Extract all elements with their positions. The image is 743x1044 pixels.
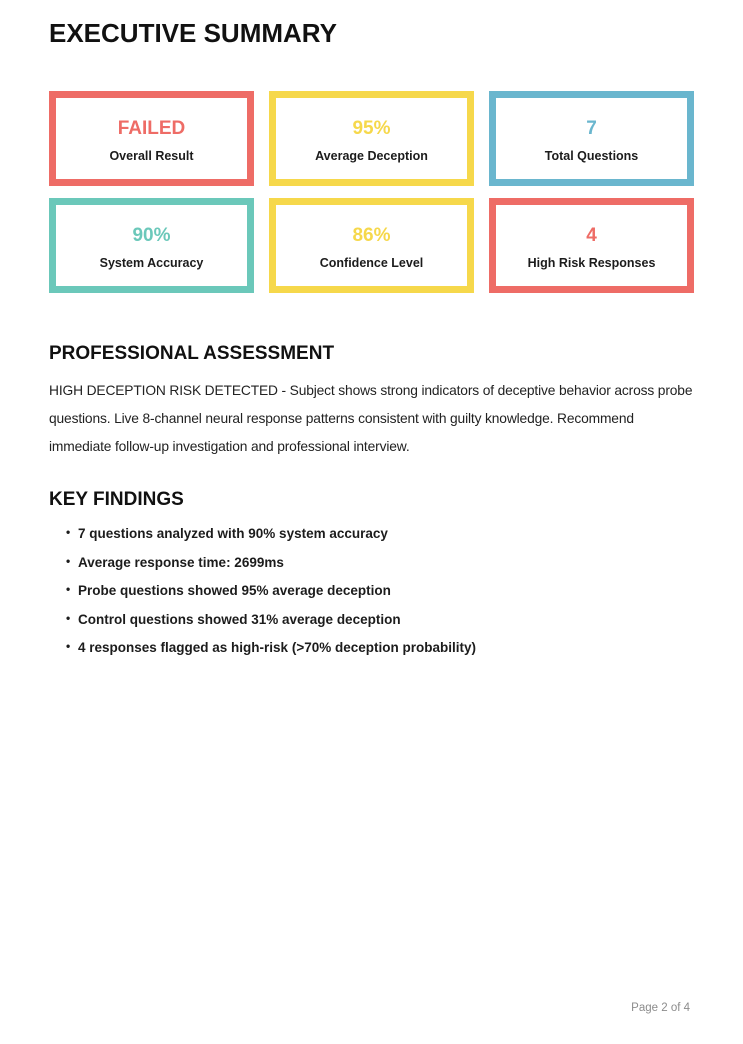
assessment-body: HIGH DECEPTION RISK DETECTED - Subject shows strong indicators of deceptive behavior across probe questions. Live 8-channel neural response patterns consistent with guilty knowledge. Recommend immediate follow-up investigation and professional interview. xyxy=(49,383,693,454)
stat-card-average-deception xyxy=(269,91,474,186)
stat-card-overall-result xyxy=(49,91,254,186)
stat-value: 90% xyxy=(132,224,171,246)
stat-label: Average Deception xyxy=(315,148,428,163)
stat-card-total-questions xyxy=(489,91,694,186)
stat-value: 4 xyxy=(586,224,597,246)
finding-item: • Average response time: 2699ms xyxy=(68,556,694,570)
stat-value: 95% xyxy=(352,117,391,139)
stat-label: Total Questions xyxy=(544,148,639,163)
stat-label: Overall Result xyxy=(109,148,194,163)
page-number: Page 2 of 4 xyxy=(631,1002,690,1014)
stat-value: 7 xyxy=(586,117,597,139)
stat-value: FAILED xyxy=(117,117,186,139)
stat-label: High Risk Responses xyxy=(527,255,656,270)
stat-card-system-accuracy xyxy=(49,198,254,293)
stat-value: 86% xyxy=(352,224,391,246)
key-findings-list xyxy=(49,527,694,655)
assessment-heading: PROFESSIONAL ASSESSMENT xyxy=(49,343,335,364)
page-title: EXECUTIVE SUMMARY xyxy=(49,18,337,48)
assessment-section xyxy=(49,342,694,461)
stat-card-grid xyxy=(49,91,694,293)
stat-card-high-risk-responses xyxy=(489,198,694,293)
finding-item: • 7 questions analyzed with 90% system accuracy xyxy=(68,527,694,541)
stat-label: System Accuracy xyxy=(99,255,204,270)
finding-item: • Probe questions showed 95% average deception xyxy=(68,584,694,598)
finding-item: • Control questions showed 31% average deception xyxy=(68,613,694,627)
stat-label: Confidence Level xyxy=(319,255,424,270)
stat-card-confidence-level xyxy=(269,198,474,293)
key-findings-section xyxy=(49,488,694,655)
finding-item: • 4 responses flagged as high-risk (>70% deception probability) xyxy=(68,641,694,655)
key-findings-heading: KEY FINDINGS xyxy=(49,489,184,510)
